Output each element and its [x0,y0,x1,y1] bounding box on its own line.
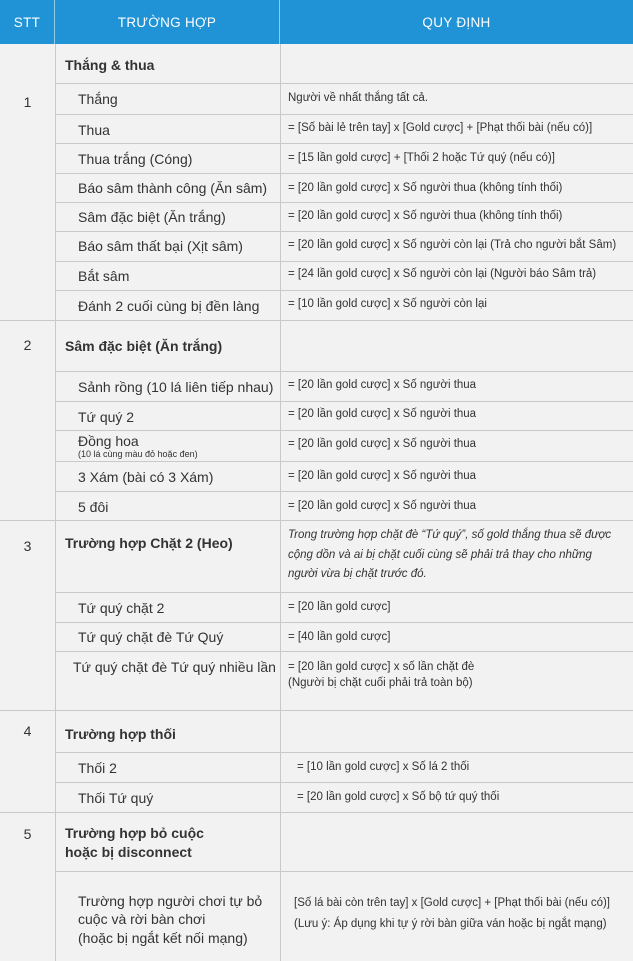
row-divider [55,491,633,492]
case-note: (10 lá cùng màu đỏ hoặc đen) [78,449,198,459]
section-number: 1 [23,94,32,110]
row-divider [55,83,633,84]
rule-text: (Người bị chặt cuối phải trả toàn bộ) [288,677,473,689]
rule-text: = [10 lần gold cược] x Số người còn lại [288,298,487,310]
case-label: Báo sâm thất bại (Xịt sâm) [78,238,243,254]
section-divider [0,320,633,321]
row-divider [55,461,633,462]
row-divider [55,782,633,783]
case-label: Thua trắng (Cóng) [78,151,193,167]
rule-text: = [20 lần gold cược] x Số người thua [288,438,477,450]
rule-text: = [40 lần gold cược] [288,631,391,643]
case-label: Báo sâm thành công (Ăn sâm) [78,180,268,196]
row-divider [55,173,633,174]
rule-text: = [20 lần gold cược] [288,601,391,613]
rule-text: = [15 lần gold cược] + [Thối 2 hoặc Tứ quý (nếu có)] [288,152,555,164]
section-title: hoặc bị disconnect [65,844,192,860]
case-label: Thối 2 [78,760,117,776]
case-label: Sảnh rồng (10 lá liên tiếp nhau) [78,379,274,395]
case-label: Thắng [78,91,118,107]
row-divider [55,290,633,291]
row-divider [55,622,633,623]
row-divider [55,114,633,115]
rule-text: = [Số bài lẻ trên tay] x [Gold cược] + [Phạt thối bài (nếu có)] [288,122,593,134]
case-label: Thua [78,122,110,138]
section-number: 3 [23,538,32,554]
row-divider [55,202,633,203]
case-label: Tứ quý chặt đè Tứ Quý [78,629,224,645]
row-divider [55,401,633,402]
section-title: Sâm đặc biệt (Ăn trắng) [65,338,223,354]
rule-text: = [20 lần gold cược] x Số người thua (không tính thối) [288,182,563,194]
row-divider [55,871,633,872]
row-divider [55,430,633,431]
case-label: Bắt sâm [78,268,130,284]
rule-text: Trong trường hợp chặt đè “Tứ quý”, số gold thắng thua sẽ được cộng dồn và ai bị chặt cuối cùng sẽ phải trả thay cho những người vừa bị chặt trước đó. [288,529,612,580]
rule-text: = [20 lần gold cược] x Số người thua [288,500,477,512]
row-divider [55,261,633,262]
rule-text: = [20 lần gold cược] x Số người thua [288,470,477,482]
row-divider [55,752,633,753]
header-case: TRƯỜNG HỢP [55,0,280,44]
case-label: Tứ quý chặt đè Tứ quý nhiều lần [73,659,276,675]
rule-text: = [20 lần gold cược] x Số người còn lại (Trả cho người bắt Sâm) [288,239,617,251]
row-divider [55,231,633,232]
section-title: Trường hợp thối [65,726,176,742]
row-divider [55,143,633,144]
rule-text: = [20 lần gold cược] x số lần chặt đè [288,661,475,673]
rule-text: = [24 lần gold cược] x Số người còn lại (Người báo Sâm trả) [288,268,597,280]
case-label: (hoặc bị ngắt kết nối mạng) [78,930,248,946]
case-label: Trường hợp người chơi tự bỏ [78,893,263,909]
section-title: Trường hợp Chặt 2 (Heo) [65,535,233,551]
row-divider [55,371,633,372]
rule-text: (Lưu ý: Áp dụng khi tự ý rời bàn giữa ván hoặc bị ngắt mạng) [294,918,607,930]
header-stt: STT [0,0,55,44]
case-label: cuộc và rời bàn chơi [78,911,206,927]
rule-text: = [20 lần gold cược] x Số bộ tứ quý thối [297,791,500,803]
section-title: Trường hợp bỏ cuộc [65,825,204,841]
section-divider [0,520,633,521]
case-label: Thối Tứ quý [78,790,154,806]
case-label: Sâm đặc biệt (Ăn trắng) [78,209,226,225]
case-label: 3 Xám (bài có 3 Xám) [78,469,214,485]
section-number: 2 [23,337,32,353]
rule-text: [Số lá bài còn trên tay] x [Gold cược] + [Phạt thối bài (nếu có)] [294,897,610,909]
row-divider [55,651,633,652]
section-divider [0,710,633,711]
rule-text: = [10 lần gold cược] x Số lá 2 thối [297,761,470,773]
case-label: 5 đôi [78,499,109,515]
column-divider [280,44,281,961]
rule-text: = [20 lần gold cược] x Số người thua [288,408,477,420]
rule-text: Người về nhất thắng tất cả. [288,92,428,104]
header-rule: QUY ĐỊNH [280,0,633,44]
section-number: 5 [23,826,32,842]
rule-text: = [20 lần gold cược] x Số người thua [288,379,477,391]
case-label: Tứ quý chặt 2 [78,600,165,616]
case-label: Đồng hoa [78,433,139,449]
section-divider [0,812,633,813]
case-label: Đánh 2 cuối cùng bị đền làng [78,298,260,314]
case-label: Tứ quý 2 [78,409,135,425]
section-number: 4 [23,723,32,739]
section-title: Thắng & thua [65,57,155,73]
rule-text: = [20 lần gold cược] x Số người thua (không tính thối) [288,210,563,222]
column-divider [55,44,56,961]
row-divider [55,592,633,593]
